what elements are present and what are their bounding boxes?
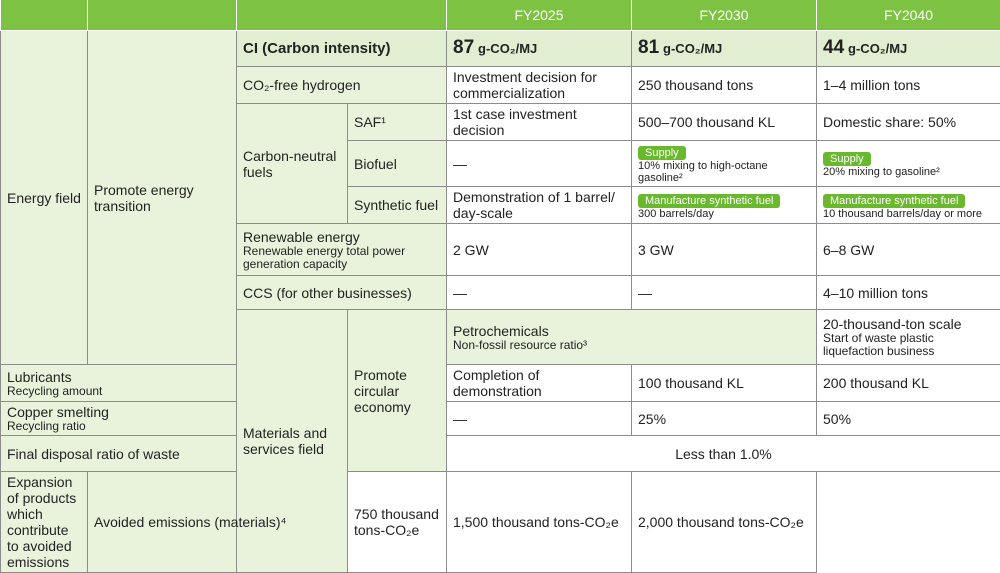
header-blank: [237, 0, 447, 31]
expansion-label: Expansion of products which contribute to avoided emissions: [1, 472, 88, 573]
avoided-label: Avoided emissions (materials)⁴: [88, 472, 348, 573]
biofuel-label: Biofuel: [348, 141, 447, 187]
header-fy2040: FY2040: [817, 0, 1000, 31]
row-ci: [1, 31, 1000, 67]
synthetic-2040: Manufacture synthetic fuel 10 thousand barrels/day or more: [817, 187, 1000, 224]
manufacture-badge: Manufacture synthetic fuel: [638, 194, 780, 208]
promote-energy-label: Promote energy transition: [88, 31, 237, 365]
petro-label: Petrochemicals Non-fossil resource ratio³: [447, 310, 817, 365]
ccs-2040: 4–10 million tons: [817, 276, 1000, 310]
ci-2025: 87 g-CO₂/MJ: [447, 31, 632, 67]
header-blank: [1, 0, 88, 31]
ccs-2030: —: [632, 276, 817, 310]
renewable-2040: 6–8 GW: [817, 224, 1000, 276]
lubricants-2030: 100 thousand KL: [632, 365, 817, 402]
lubricants-2040: 200 thousand KL: [817, 365, 1000, 402]
ccs-2025: —: [447, 276, 632, 310]
row-lubricants: [1, 365, 1000, 402]
petro-2025: 20-thousand-ton scale Start of waste plastic liquefaction business: [817, 310, 1000, 365]
row-disposal: [1, 436, 1000, 472]
hydrogen-2025: Investment decision for commercialization: [447, 67, 632, 104]
lubricants-2025: Completion of demonstration: [447, 365, 632, 402]
copper-2030: 25%: [632, 402, 817, 436]
row-avoided: [1, 472, 1000, 573]
avoided-2040: 2,000 thousand tons-CO₂e: [632, 472, 817, 573]
synthetic-2025: Demonstration of 1 barrel/ day-scale: [447, 187, 632, 224]
supply-badge: Supply: [823, 152, 871, 166]
synthetic-label: Synthetic fuel: [348, 187, 447, 224]
ci-2040: 44 g-CO₂/MJ: [817, 31, 1000, 67]
header-fy2030: FY2030: [632, 0, 817, 31]
saf-2025: 1st case investment decision: [447, 104, 632, 141]
copper-label: Copper smelting Recycling ratio: [1, 402, 237, 436]
saf-2030: 500–700 thousand KL: [632, 104, 817, 141]
biofuel-2025: —: [447, 141, 632, 187]
biofuel-2030: Supply 10% mixing to high-octane gasoline²: [632, 141, 817, 187]
hydrogen-2040: 1–4 million tons: [817, 67, 1000, 104]
materials-field-label: Materials and services field: [237, 310, 348, 573]
renewable-2030: 3 GW: [632, 224, 817, 276]
biofuel-2040: Supply 20% mixing to gasoline²: [817, 141, 1000, 187]
row-copper: [1, 402, 1000, 436]
hydrogen-2030: 250 thousand tons: [632, 67, 817, 104]
supply-badge: Supply: [638, 146, 686, 160]
renewable-label: Renewable energy Renewable energy total power generation capacity: [237, 224, 447, 276]
disposal-value: Less than 1.0%: [447, 436, 1000, 472]
disposal-label: Final disposal ratio of waste: [1, 436, 237, 472]
promote-circular-label: Promote circular economy: [348, 310, 447, 472]
header-row: [1, 0, 1000, 31]
header-blank: [88, 0, 237, 31]
saf-label: SAF¹: [348, 104, 447, 141]
avoided-2030: 1,500 thousand tons-CO₂e: [447, 472, 632, 573]
saf-2040: Domestic share: 50%: [817, 104, 1000, 141]
cn-fuels-label: Carbon-neutral fuels: [237, 104, 348, 224]
hydrogen-label: CO₂-free hydrogen: [237, 67, 447, 104]
ci-label: CI (Carbon intensity): [237, 31, 447, 67]
header-fy2025: FY2025: [447, 0, 632, 31]
renewable-2025: 2 GW: [447, 224, 632, 276]
copper-2025: —: [447, 402, 632, 436]
copper-2040: 50%: [817, 402, 1000, 436]
energy-field-label: Energy field: [1, 31, 88, 365]
synthetic-2030: Manufacture synthetic fuel 300 barrels/day: [632, 187, 817, 224]
manufacture-badge: Manufacture synthetic fuel: [823, 194, 965, 208]
ci-2030: 81 g-CO₂/MJ: [632, 31, 817, 67]
lubricants-label: Lubricants Recycling amount: [1, 365, 237, 402]
avoided-2025: 750 thousand tons-CO₂e: [348, 472, 447, 573]
ccs-label: CCS (for other businesses): [237, 276, 447, 310]
